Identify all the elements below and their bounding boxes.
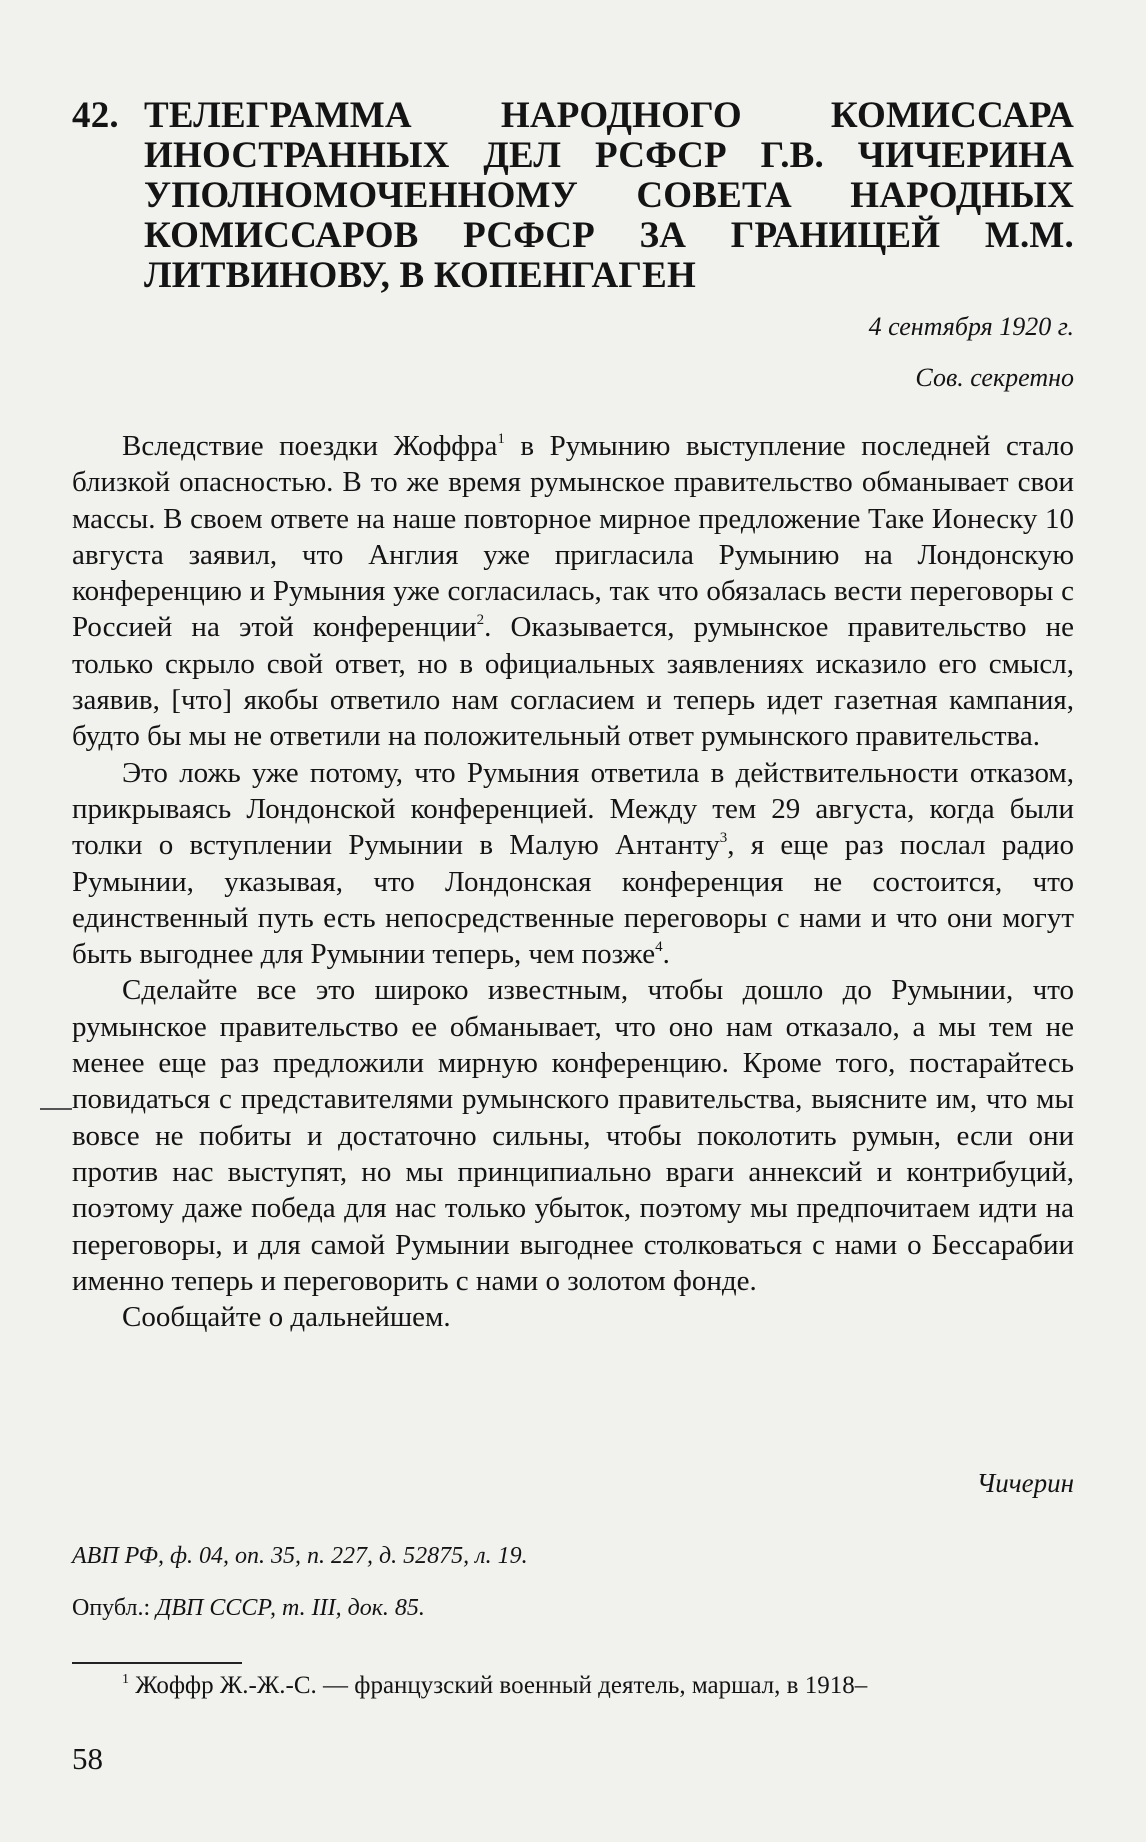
document-number: 42. — [72, 95, 119, 136]
secrecy-mark: Сов. секретно — [915, 363, 1074, 392]
footnote-1 — [122, 1669, 1082, 1703]
footnote-divider — [72, 1662, 242, 1664]
paragraph-1: Вследствие поездки Жоффра$^1$ в Румынию выступление последней стало близкой опасностью. В то же время румынское правительство обманывает свои массы. В своем ответе на наше повторное мирное предложение Таке Ионеску 10 августа заявил, что Англия уже пригласила Румынию на Лондонскую конференцию и Румыния уже согласилась, так что обязалась вести переговоры с Россией на этой конференции$^2$. Оказывается, румынское правительство не только скрыло свой ответ, но в официальных заявлениях исказило его смысл, заявив, [что] якобы ответило нам согласием и теперь идет газетная кампания, будто бы мы не ответили на положительный ответ румынского правительства. — [72, 430, 1074, 753]
publication-note — [72, 1595, 425, 1622]
footnote-ref-1: 1 — [497, 431, 505, 447]
footnote-text: Жоффр Ж.-Ж.-С. — французский военный деятель, маршал, в 1918– — [129, 1672, 868, 1699]
margin-pencil-mark — [40, 1108, 72, 1110]
footnote-marker: 1 — [122, 1672, 129, 1687]
telegram-body — [72, 428, 1074, 1335]
paragraph-4: Сообщайте о дальнейшем. — [122, 1301, 451, 1334]
paragraph-2: Это ложь уже потому, что Румыния ответила в действительности отказом, прикрываясь Лондонской конференцией. Между тем 29 августа, когда были толки о вступлении Румынии в Малую Антанту$^3$, я еще раз послал радио Румынии, указывая, что Лондонская конференция не состоится, что единственный путь есть непосредственные переговоры с нами и что они могут быть выгоднее для Румынии теперь, чем позже$^4$. — [72, 756, 1074, 971]
publication-label: Опубл.: — [72, 1595, 157, 1621]
archive-reference: АВП РФ, ф. 04, оп. 35, п. 227, д. 52875, л. 19. — [72, 1543, 528, 1569]
footnote-ref-4: 4 — [655, 939, 663, 956]
paragraph-3: Сделайте все это широко известным, чтобы дошло до Румынии, что румынское правительство ее обманывает, что оно нам отказало, а мы тем не менее еще раз предложили мирную конференцию. Кроме того, постарайтесь повидаться с представителями румынского правительства, выясните им, что мы вовсе не побиты и достаточно сильны, чтобы поколотить румын, если они против нас выступят, но мы принципиально враги аннексий и контрибуций, поэтому даже победа для нас только убыток, поэтому мы предпочитаем идти на переговоры, и для самой Румынии выгоднее столковаться с нами о Бессарабии именно теперь и переговорить с нами о золотом фонде. — [72, 974, 1074, 1297]
publication-source: ДВП СССР, т. III, док. 85. — [156, 1595, 425, 1621]
footnote-ref-3: 3 — [719, 830, 728, 847]
document-date: 4 сентября 1920 г. — [868, 312, 1074, 341]
footnote-ref-2: 2 — [476, 612, 485, 629]
document-title: ТЕЛЕГРАММА НАРОДНОГО КОМИССАРА ИНОСТРАННЫХ ДЕЛ РСФСР Г.В. ЧИЧЕРИНА УПОЛНОМОЧЕННОМУ СОВЕТА НАРОДНЫХ КОМИССАРОВ РСФСР ЗА ГРАНИЦЕЙ М.М. ЛИТВИНОВУ, В КОПЕНГАГЕН — [144, 95, 1074, 296]
signature: Чичерин — [976, 1468, 1074, 1498]
document-heading — [72, 96, 1074, 296]
page-number: 58 — [72, 1741, 103, 1776]
